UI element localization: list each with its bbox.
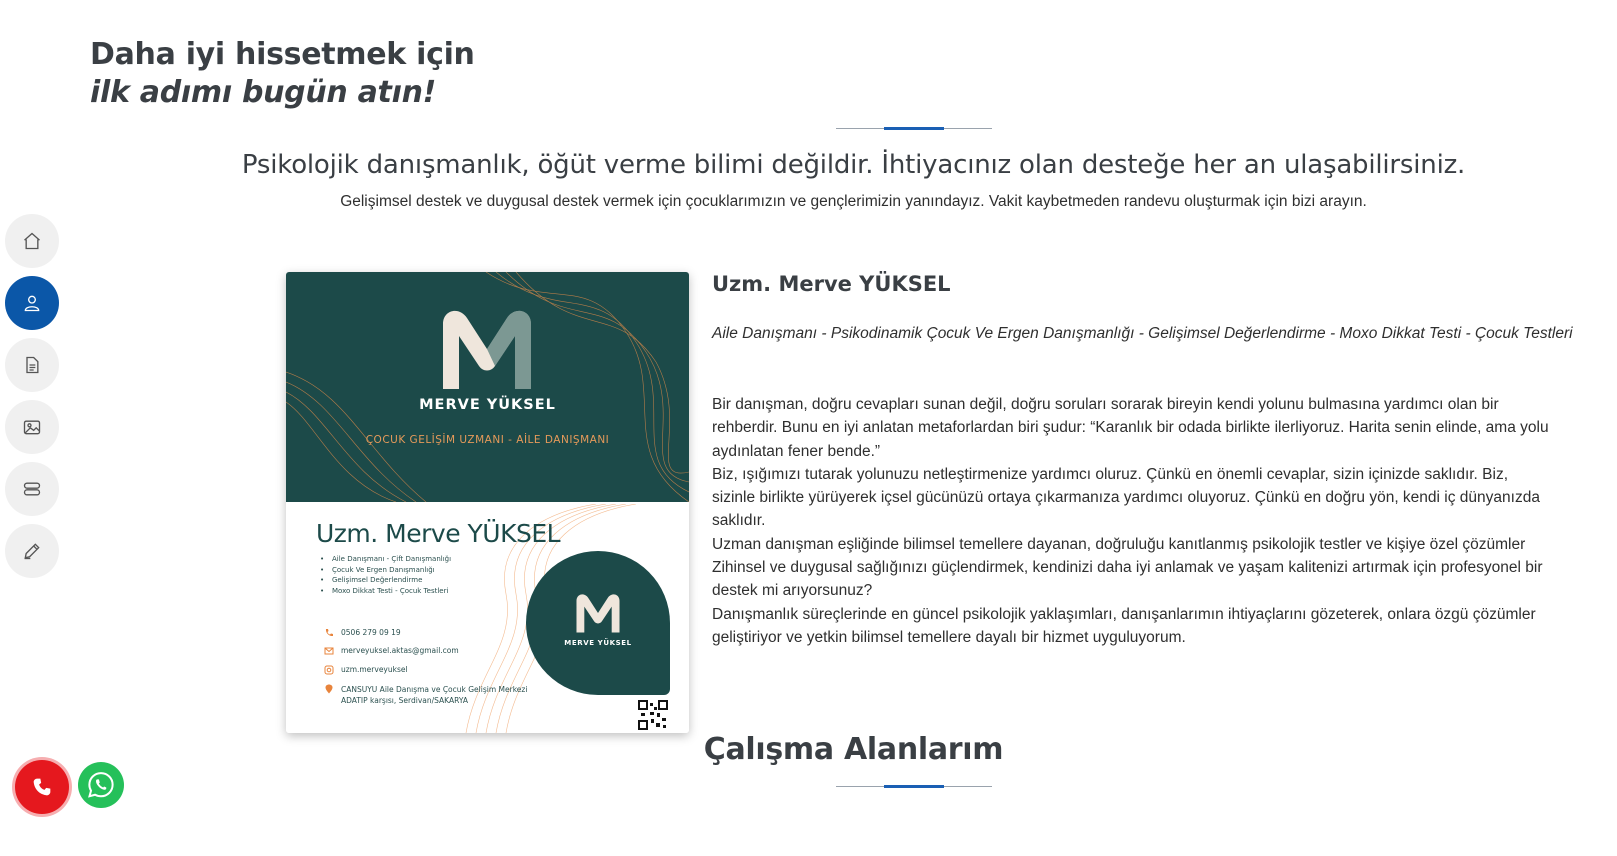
card-service-item: • Moxo Dikkat Testi - Çocuk Testleri bbox=[320, 586, 451, 597]
business-card-image bbox=[286, 272, 689, 733]
nav-home-button[interactable] bbox=[5, 214, 59, 268]
gallery-icon bbox=[22, 417, 42, 437]
call-button[interactable] bbox=[15, 760, 69, 814]
side-nav bbox=[5, 214, 59, 586]
location-pin-icon bbox=[324, 684, 334, 694]
hero-title-line1: Daha iyi hissetmek için bbox=[90, 37, 475, 72]
phone-icon bbox=[324, 628, 334, 638]
bio-paragraph: Danışmanlık süreçlerinde en güncel psikolojik yaklaşımları, danışanlarımın ihtiyaçlarını gözeterek, onlara özgü çözümler geliştiriyor ve yetkin bilimsel temellere dayalı bir hizmet uyguluyorum. bbox=[712, 605, 1536, 646]
bio-paragraph: Bir danışman, doğru cevapları sunan değil, doğru soruları sorarak bireyin kendi yolunu bulmasına yardımcı olan bir rehberdir. Bunu en iyi anlatan metaforlardan biri şudur: “Karanlık bir odada birlikte ilerliyoruz. Harita senin elinde, ama yolu aydınlatan fener bende.” bbox=[712, 396, 1549, 460]
bio-paragraph: Zihinsel ve duygusal sağlığınızı güçlendirmek, kendinizi daha iyi anlamak ve yaşam kalitenizi artırmak için profesyonel bir destek mi arıyorsunuz? bbox=[712, 559, 1543, 600]
mail-icon bbox=[324, 646, 334, 656]
card-logo-badge bbox=[526, 551, 670, 695]
qr-code bbox=[638, 700, 668, 730]
phone-icon bbox=[32, 777, 52, 797]
nav-services-button[interactable] bbox=[5, 462, 59, 516]
nav-about-button[interactable] bbox=[5, 276, 59, 330]
hero-lead-small: Gelişimsel destek ve duygusal destek vermek için çocuklarımızın ve gençlerimizin yanındayız. Vakit kaybetmeden randevu oluşturmak için bizi arayın. bbox=[340, 193, 1367, 210]
whatsapp-button[interactable] bbox=[78, 762, 124, 808]
card-email: merveyuksel.aktas@gmail.com bbox=[324, 646, 459, 656]
card-back bbox=[286, 504, 689, 733]
bio-paragraph: Biz, ışığımızı tutarak yolunuzu netleştirmenize yardımcı oluruz. Çünkü en önemli cevaplar, sizin içinizde saklıdır. Biz, sizinle birlikte yürüyerek içsel gücünüzü ortaya çıkarmanıza yardımcı oluyoruz. Çünkü en doğru yön, kendi iç dünyanızda saklıdır. bbox=[712, 465, 1540, 530]
hero-divider bbox=[836, 127, 992, 130]
home-icon bbox=[22, 231, 42, 251]
document-icon bbox=[22, 355, 42, 375]
bio-paragraph: Uzman danışman eşliğinde bilimsel temellere dayanan, doğruluğu kanıtlanmış psikolojik testler ve kişiye özel çözümler bbox=[712, 535, 1526, 553]
nav-document-button[interactable] bbox=[5, 338, 59, 392]
hero-lead: Psikolojik danışmanlık, öğüt verme bilimi değildir. İhtiyacınız olan desteğe her an ulaşabilirsiniz. bbox=[241, 150, 1466, 180]
profile-name: Uzm. Merve YÜKSEL bbox=[712, 272, 951, 296]
card-services-list bbox=[320, 554, 451, 596]
card-address: CANSUYU Aile Danışma ve Çocuk Gelişim Merkezi ADATIP karşısı, Serdivan/SAKARYA bbox=[324, 684, 527, 706]
section-title: Çalışma Alanlarım bbox=[703, 732, 1004, 767]
pencil-icon bbox=[22, 541, 42, 561]
whatsapp-icon bbox=[86, 770, 116, 800]
card-brand-tag: ÇOCUK GELİŞİM UZMANI - AİLE DANIŞMANI bbox=[365, 434, 610, 446]
nav-contact-button[interactable] bbox=[5, 524, 59, 578]
card-service-item: • Çocuk Ve Ergen Danışmanlığı bbox=[320, 565, 451, 576]
card-brand-name: MERVE YÜKSEL bbox=[419, 397, 556, 413]
services-icon bbox=[22, 479, 42, 499]
hero-title bbox=[0, 36, 1617, 112]
card-phone: 0506 279 09 19 bbox=[324, 628, 401, 638]
instagram-icon bbox=[324, 665, 334, 675]
card-front bbox=[286, 272, 689, 502]
card-instagram: uzm.merveyuksel bbox=[324, 665, 408, 675]
card-back-name: Uzm. Merve YÜKSEL bbox=[316, 519, 561, 548]
brand-logo-m bbox=[437, 304, 537, 394]
card-service-item: • Aile Danışmanı - Çift Danışmanlığı bbox=[320, 554, 451, 565]
brand-logo-m-small bbox=[573, 591, 623, 635]
profile-bio bbox=[712, 393, 1552, 649]
nav-gallery-button[interactable] bbox=[5, 400, 59, 454]
card-badge-name: MERVE YÜKSEL bbox=[564, 639, 632, 647]
user-icon bbox=[22, 293, 42, 313]
section-divider bbox=[836, 785, 992, 788]
card-service-item: • Gelişimsel Değerlendirme bbox=[320, 575, 451, 586]
hero-title-line2: ilk adımı bugün atın! bbox=[90, 75, 437, 110]
profile-roles: Aile Danışmanı - Psikodinamik Çocuk Ve Ergen Danışmanlığı - Gelişimsel Değerlendirme - Moxo Dikkat Testi - Çocuk Testleri bbox=[712, 325, 1573, 342]
